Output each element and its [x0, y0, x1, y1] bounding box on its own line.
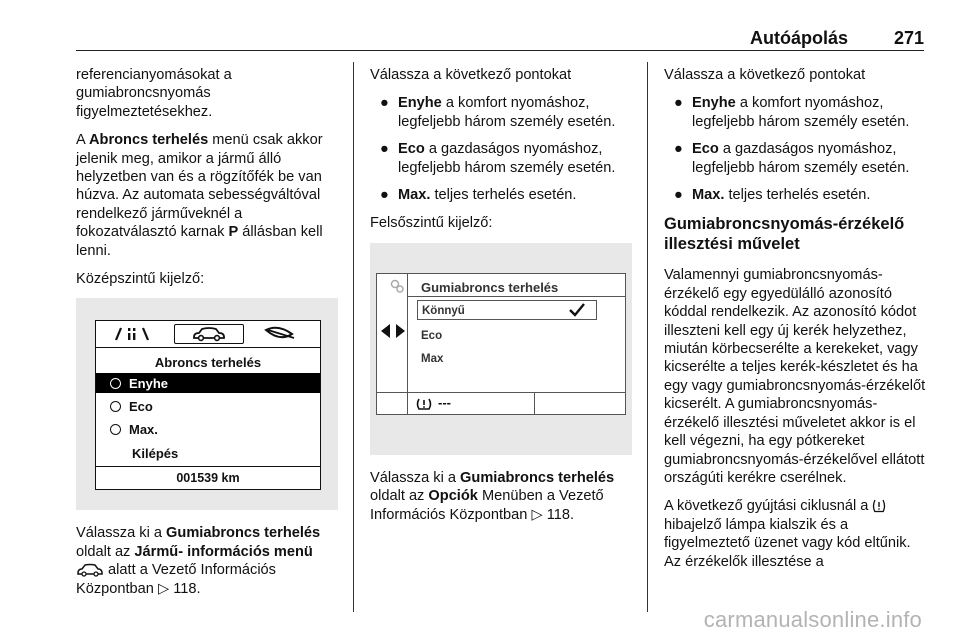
- bullet-icon: ●: [380, 95, 389, 112]
- header-rule: [76, 50, 924, 51]
- paragraph: Válassza a következő pontokat: [664, 67, 866, 83]
- column-3: [664, 66, 926, 581]
- car-icon: [76, 563, 104, 577]
- upper-level-display-figure: [370, 243, 632, 455]
- paragraph: A Abroncs terhelés menü csak akkor jelenik meg, amikor a jármű álló helyzetben van és a rögzítőfék be van húzva. Az automata sebességváltóval rendelkező járműveknél a fokozatválasztó karnak P állásban kell lenni.: [76, 132, 323, 259]
- status-cell: [407, 393, 535, 415]
- car-icon: [191, 326, 227, 342]
- paragraph: Válassza a következő pontokat: [370, 67, 572, 83]
- radio-icon: [110, 401, 121, 412]
- vehicle-info-tab: [174, 324, 244, 344]
- paragraph: Középszintű kijelző:: [76, 271, 205, 288]
- list-item: ● Enyhe a komfort nyomáshoz, legfeljebb három személy esetén.: [674, 95, 910, 130]
- bullet-icon: ●: [380, 187, 389, 204]
- option-exit: Kilépés: [132, 446, 179, 462]
- section-title: Autóápolás: [749, 28, 848, 48]
- paragraph: Válassza ki a Gumiabroncs terhelés oldalt az Jármű- információs menü alatt a Vezető Információs Központban ▷ 118.: [76, 525, 321, 597]
- display-tab-row: [96, 321, 320, 348]
- watermark: carmanualsonline.info: [703, 607, 922, 632]
- odometer-readout: 001539 km: [96, 466, 320, 490]
- section-heading: Gumiabroncsnyomás-érzékelő illesztési művelet: [664, 215, 905, 254]
- paragraph: Válassza ki a Gumiabroncs terhelés oldalt az Opciók Menüben a Vezető Információs Központban ▷ 118.: [370, 469, 615, 523]
- option-eco: Eco: [421, 329, 443, 342]
- bullet-icon: ●: [674, 95, 683, 112]
- list-item: ● Eco a gazdaságos nyomáshoz, legfeljebb három személy esetén.: [674, 141, 910, 176]
- bullet-icon: ●: [674, 187, 683, 204]
- column-divider: [353, 62, 354, 612]
- display-screen: [95, 320, 321, 490]
- paragraph: Valamennyi gumiabroncsnyomás-érzékelő egy egyedülálló azonosító kóddal rendelkezik. Az azonosító kódot illeszteni kell egy új kerék helyzethez, miután körbecserélte a kerekeket, vagy kicserélte a teljes kerék-készletet és ha egy vagy gumiabroncsnyomás-érzékelőt kicserélt. A gumiabroncsnyomás-érzékelő illesztési műveletet akkor is el kell végezni, ha egy pótkereket gumiabroncsnyomás-érzékelővel ellátott országúti kerékre cserélnek.: [664, 267, 926, 486]
- display-title: Abroncs terhelés: [154, 355, 262, 371]
- option-list: [370, 94, 636, 204]
- list-item: ● Eco a gazdaságos nyomáshoz, legfeljebb három személy esetén.: [380, 141, 616, 176]
- tire-pressure-icon: [416, 397, 432, 411]
- list-item: ● Max. teljes terhelés esetén.: [380, 187, 577, 204]
- display-screen: [376, 273, 626, 415]
- option-max: Max.: [110, 421, 158, 439]
- option-eco: Eco: [110, 398, 153, 416]
- option-list: [664, 94, 926, 204]
- settings-icon: [389, 278, 405, 294]
- list-item: ● Max. teljes terhelés esetén.: [674, 187, 871, 204]
- eco-leaf-icon: [264, 326, 296, 342]
- nav-arrow-icon: [379, 322, 407, 340]
- trip-info-icon: [114, 326, 150, 342]
- display-divider: [407, 296, 625, 297]
- display-title: Gumiabroncs terhelés: [421, 279, 559, 295]
- paragraph: A következő gyújtási ciklusnál a hibajelző lámpa kialszik és a figyelmeztető üzenet vagy kód eltűnik. Az érzékelők illesztése a: [664, 498, 911, 570]
- display-status-row: [377, 392, 625, 415]
- status-text: ---: [438, 394, 451, 410]
- list-item: ● Enyhe a komfort nyomáshoz, legfeljebb három személy esetén.: [380, 95, 616, 130]
- mid-level-display-figure: [76, 298, 338, 510]
- option-light: Könnyű: [422, 304, 465, 317]
- option-max: Max: [421, 352, 444, 365]
- selected-option-bar: [96, 373, 320, 393]
- radio-icon: [110, 378, 121, 389]
- page-number: 271: [893, 28, 924, 48]
- column-1: [76, 66, 344, 608]
- ref-arrow-icon: ▷: [531, 506, 543, 523]
- checkmark-icon: [568, 302, 586, 317]
- paragraph: referencianyomásokat a gumiabroncsnyomás figyelmeztetésekhez.: [76, 67, 232, 120]
- column-divider: [647, 62, 648, 612]
- radio-icon: [110, 424, 121, 435]
- ref-arrow-icon: ▷: [157, 580, 170, 597]
- option-light: Enyhe: [110, 375, 168, 393]
- paragraph: Felsőszintű kijelző:: [370, 215, 493, 232]
- bullet-icon: ●: [674, 141, 683, 158]
- tire-pressure-warning-icon: [872, 499, 886, 513]
- selected-option-box: [417, 300, 597, 320]
- column-2: [370, 66, 636, 534]
- bullet-icon: ●: [380, 141, 389, 158]
